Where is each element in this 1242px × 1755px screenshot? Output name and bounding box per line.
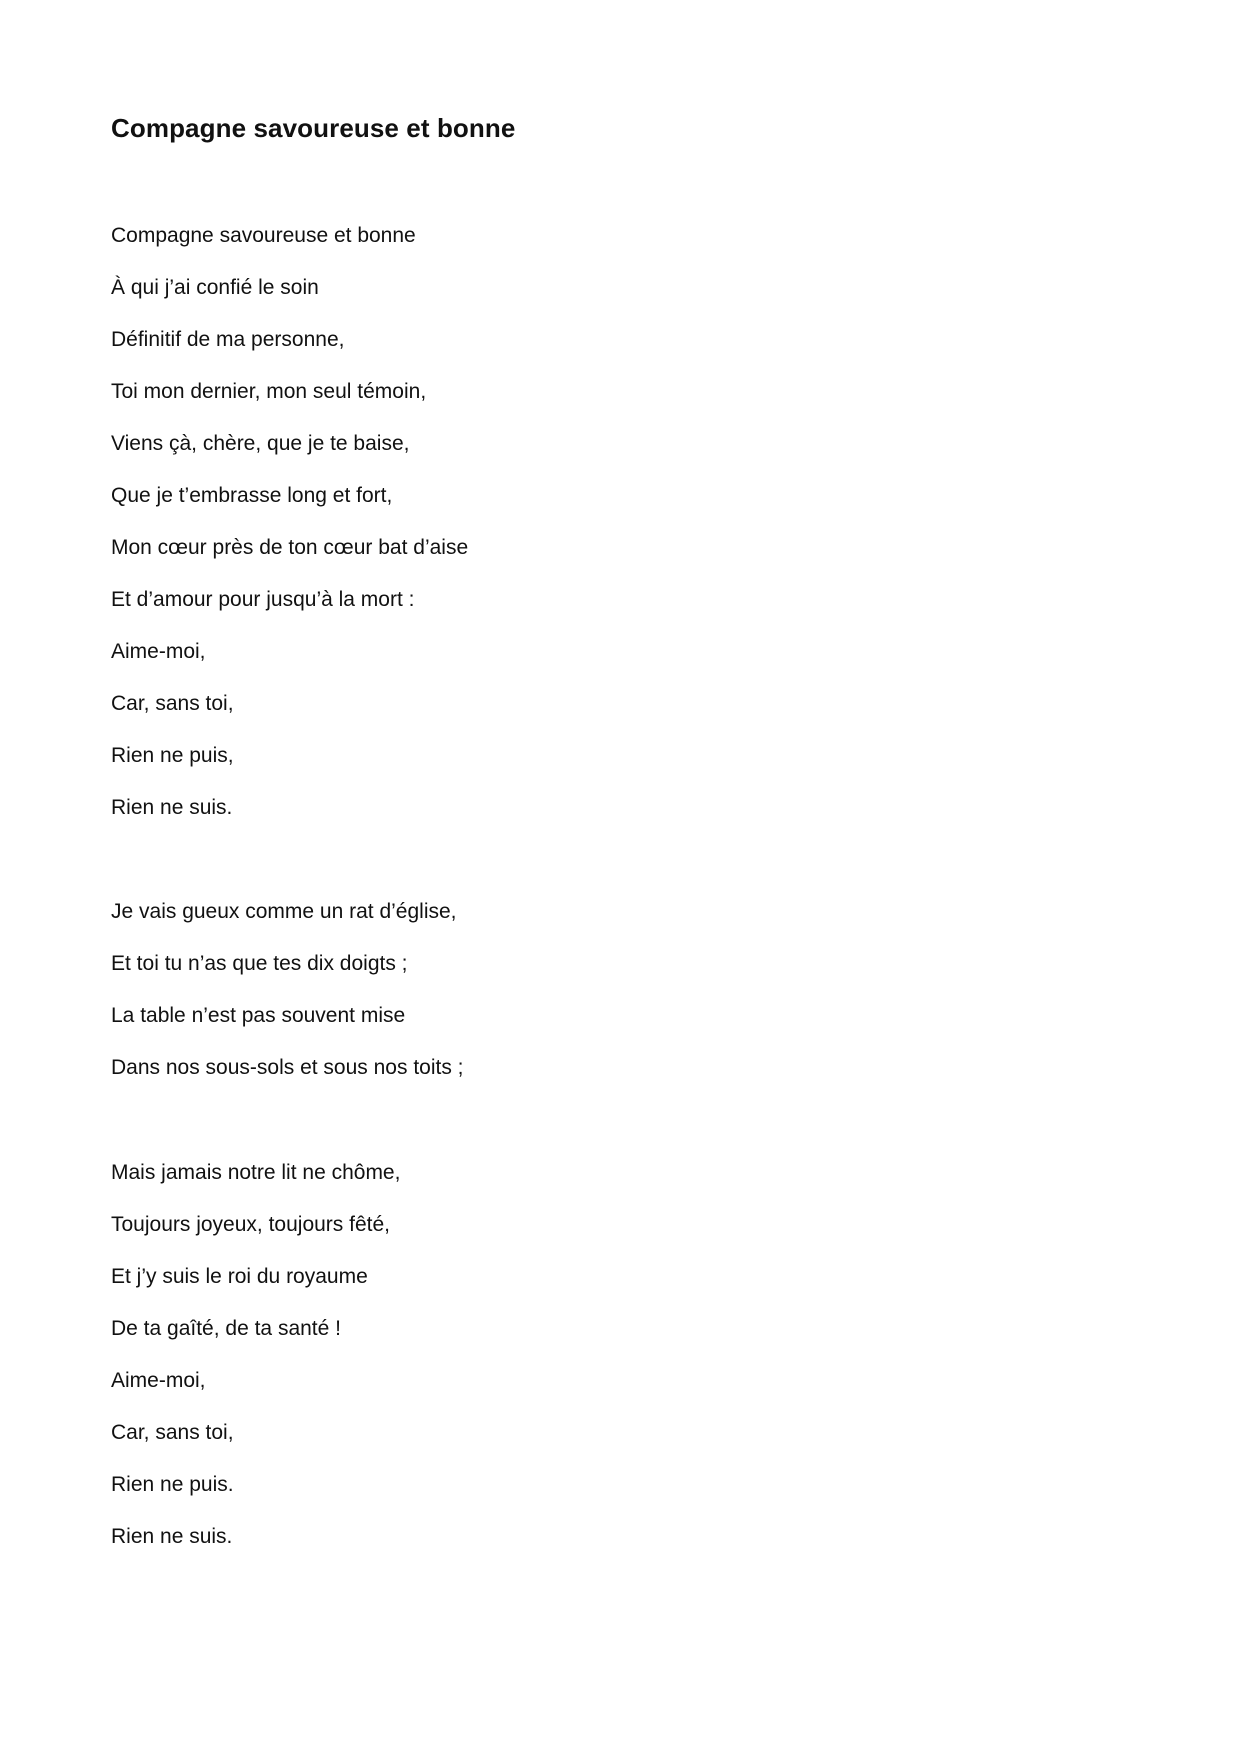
verse-line: De ta gaîté, de ta santé ! [111,1317,341,1340]
verse-line: Rien ne puis. [111,1473,234,1496]
verse-line: Car, sans toi, [111,1421,234,1444]
verse-line: Rien ne puis, [111,744,234,767]
verse-line: Viens çà, chère, que je te baise, [111,432,410,455]
verse-line: Car, sans toi, [111,692,234,715]
verse-line: Mais jamais notre lit ne chôme, [111,1161,401,1184]
verse-line: À qui j’ai confié le soin [111,276,319,299]
verse-line: Rien ne suis. [111,1525,233,1548]
stanza-1 [111,224,468,848]
verse-line: La table n’est pas souvent mise [111,1004,406,1027]
stanza-3 [111,1161,400,1577]
verse-line: Et toi tu n’as que tes dix doigts ; [111,952,408,975]
verse-line: Je vais gueux comme un rat d’église, [111,900,457,923]
stanza-2 [111,900,464,1108]
poem-title: Compagne savoureuse et bonne [111,113,516,143]
verse-line: Et j’y suis le roi du royaume [111,1265,368,1288]
verse-line: Aime-moi, [111,640,206,663]
verse-line: Définitif de ma personne, [111,328,345,351]
verse-line: Compagne savoureuse et bonne [111,224,416,247]
verse-line: Toi mon dernier, mon seul témoin, [111,380,427,403]
verse-line: Rien ne suis. [111,796,233,819]
verse-line: Que je t’embrasse long et fort, [111,484,393,507]
verse-line: Aime-moi, [111,1369,206,1392]
verse-line: Dans nos sous-sols et sous nos toits ; [111,1056,464,1079]
verse-line: Mon cœur près de ton cœur bat d’aise [111,536,469,559]
verse-line: Toujours joyeux, toujours fêté, [111,1213,390,1236]
verse-line: Et d’amour pour jusqu’à la mort : [111,588,415,611]
